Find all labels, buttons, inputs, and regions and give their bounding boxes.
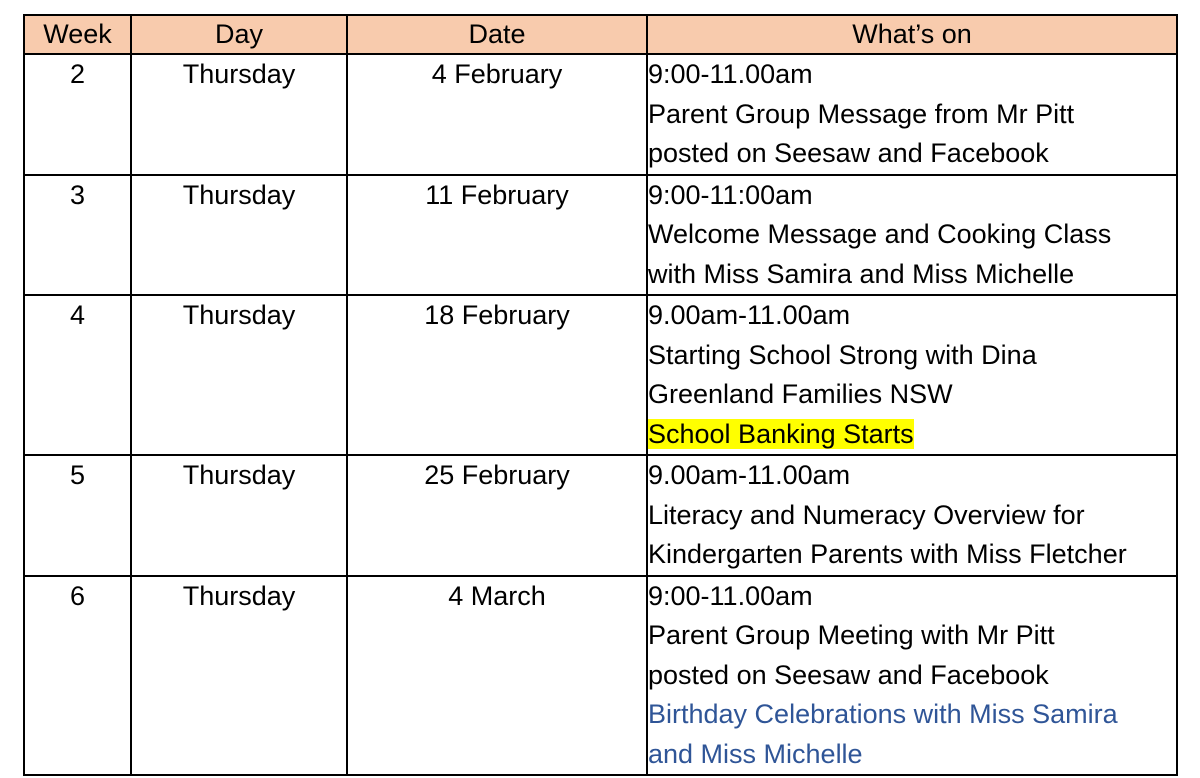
schedule-table [23, 14, 1178, 776]
header-week: Week [24, 15, 131, 54]
event-line: Kindergarten Parents with Miss Fletcher [648, 539, 1127, 569]
day-cell: Thursday [131, 175, 347, 296]
whats-on-cell [647, 295, 1177, 455]
event-line: Greenland Families NSW [648, 379, 953, 409]
table-row [24, 175, 1177, 296]
event-time: 9.00am-11.00am [648, 300, 851, 330]
blue-event-line: Birthday Celebrations with Miss Samira [648, 699, 1118, 729]
week-cell: 4 [24, 295, 131, 455]
whats-on-cell [647, 54, 1177, 175]
event-line: with Miss Samira and Miss Michelle [648, 258, 1075, 289]
event-line: Parent Group Meeting with Mr Pitt [648, 620, 1055, 650]
date-cell: 4 March [347, 576, 647, 776]
table-row [24, 455, 1177, 576]
table-row [24, 54, 1177, 175]
whats-on-cell [647, 576, 1177, 776]
week-cell: 2 [24, 54, 131, 175]
event-time: 9:00-11:00am [648, 179, 813, 210]
event-line: Literacy and Numeracy Overview for [648, 499, 1085, 530]
event-time: 9:00-11.00am [648, 580, 813, 611]
blue-event-line: and Miss Michelle [648, 738, 863, 769]
header-row [24, 15, 1177, 54]
day-cell: Thursday [131, 295, 347, 455]
event-line: posted on Seesaw and Facebook [648, 138, 1049, 168]
date-cell: 18 February [347, 295, 647, 455]
whats-on-cell [647, 455, 1177, 576]
highlighted-event-line [648, 415, 1176, 455]
highlight-text: School Banking Starts [648, 418, 914, 449]
event-line: Starting School Strong with Dina [648, 339, 1037, 370]
day-cell: Thursday [131, 54, 347, 175]
week-cell: 6 [24, 576, 131, 776]
event-line: Welcome Message and Cooking Class [648, 219, 1112, 249]
event-time: 9.00am-11.00am [648, 460, 851, 490]
table-row [24, 295, 1177, 455]
table-row [24, 576, 1177, 776]
date-cell: 4 February [347, 54, 647, 175]
day-cell: Thursday [131, 455, 347, 576]
header-day: Day [131, 15, 347, 54]
event-time: 9:00-11.00am [648, 59, 813, 89]
event-line: posted on Seesaw and Facebook [648, 659, 1049, 690]
date-cell: 11 February [347, 175, 647, 296]
day-cell: Thursday [131, 576, 347, 776]
event-line: Parent Group Message from Mr Pitt [648, 98, 1075, 129]
header-date: Date [347, 15, 647, 54]
week-cell: 3 [24, 175, 131, 296]
date-cell: 25 February [347, 455, 647, 576]
header-whats-on: What’s on [647, 15, 1177, 54]
whats-on-cell [647, 175, 1177, 296]
week-cell: 5 [24, 455, 131, 576]
